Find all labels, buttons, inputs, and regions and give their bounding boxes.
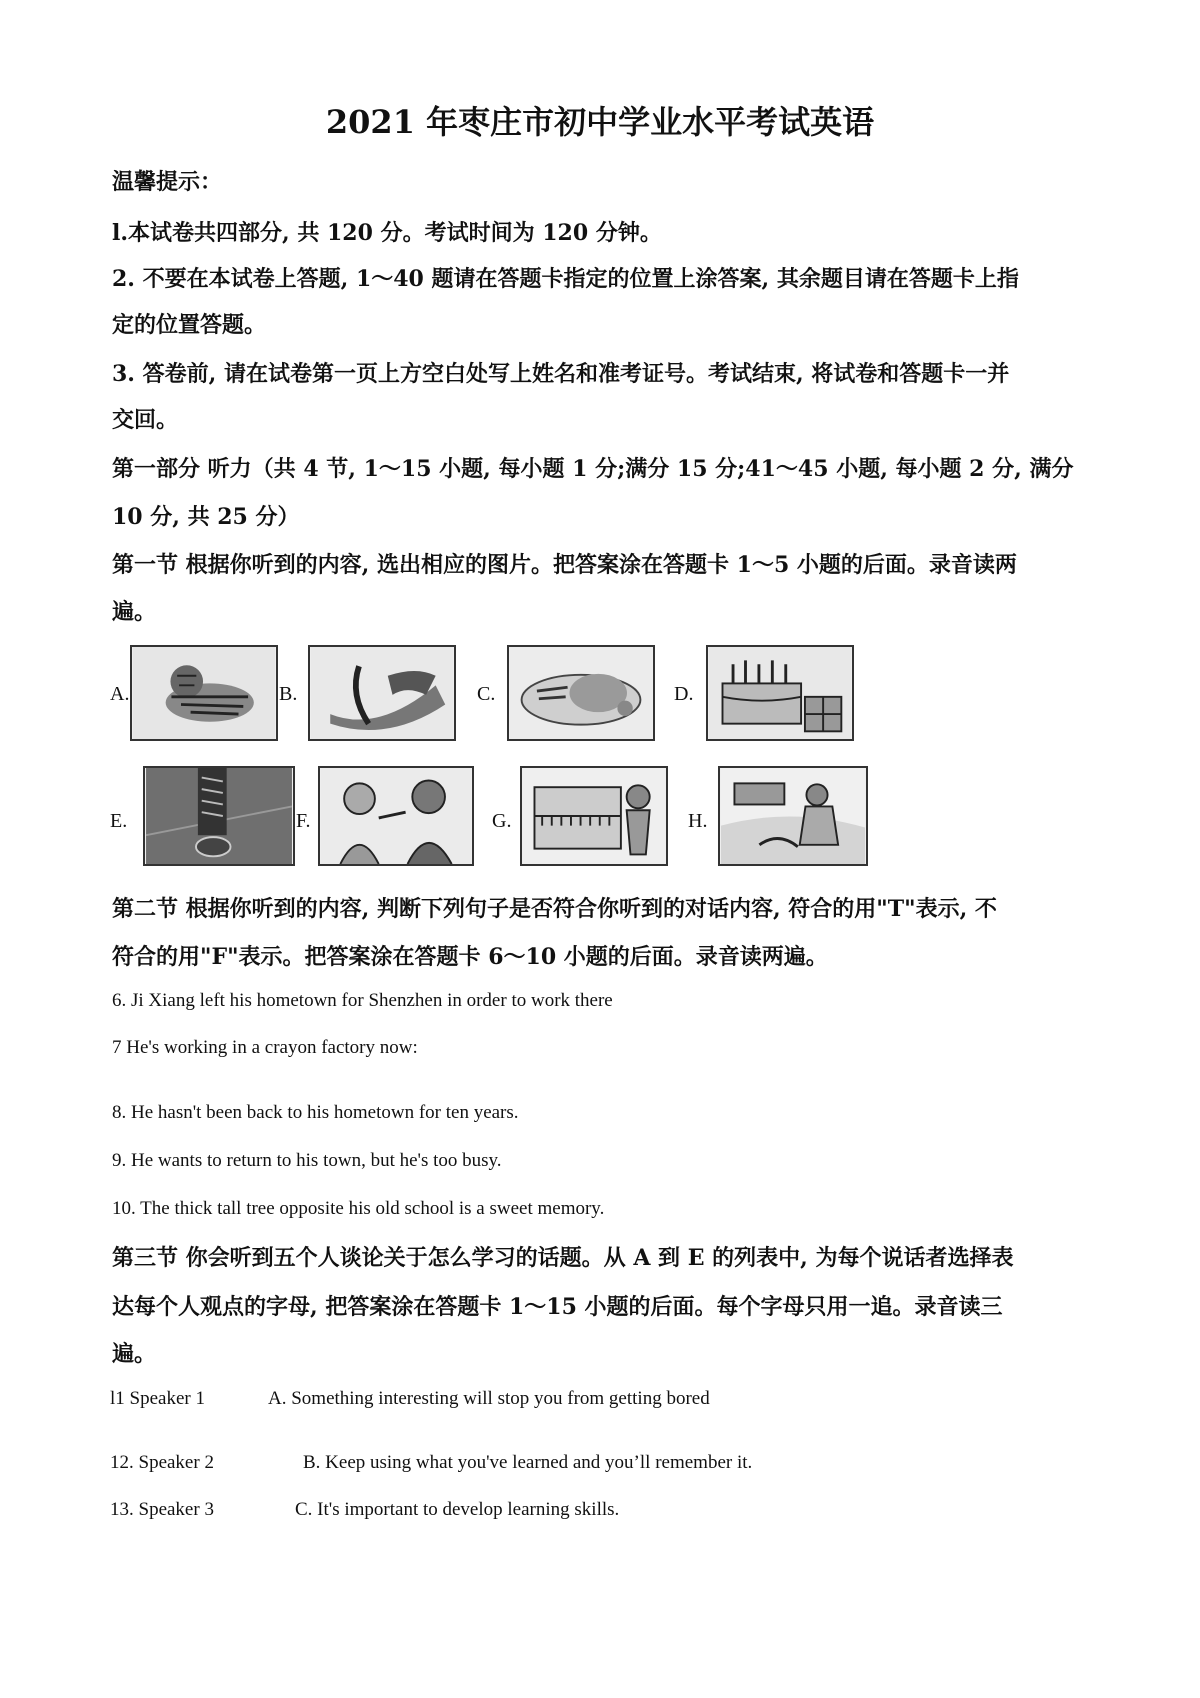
option-d-label: D.: [674, 683, 694, 705]
section1-instruction: 第一节 根据你听到的内容, 选出相应的图片。把答案涂在答题卡 1～5 小题的后面。录音读两: [112, 552, 1017, 578]
speaker-2-number: 12. Speaker 2: [110, 1452, 214, 1473]
section1-instruction-cont: 遍。: [112, 599, 157, 625]
piano-player-picture-icon: [520, 766, 668, 866]
two-men-talking-picture-icon: [318, 766, 474, 866]
option-f-label: F.: [296, 810, 311, 832]
page-title: 2021 年枣庄市初中学业水平考试英语: [325, 103, 875, 141]
speaker-1-option: A. Something interesting will stop you from getting bored: [268, 1388, 710, 1409]
question-9: 9. He wants to return to his town, but he's too busy.: [112, 1150, 502, 1171]
notice-item-1: l.本试卷共四部分, 共 120 分。考试时间为 120 分钟。: [112, 220, 662, 246]
notice-item-2: 2. 不要在本试卷上答题, 1～40 题请在答题卡指定的位置上涂答案, 其余题目请在答题卡上指: [112, 266, 1019, 292]
tiger-picture-icon: [130, 645, 278, 741]
question-7: 7 He's working in a crayon factory now:: [112, 1037, 418, 1058]
notice-item-3-cont: 交回。: [112, 407, 179, 433]
speaker-3-number: 13. Speaker 3: [110, 1499, 214, 1520]
option-b-label: B.: [279, 683, 298, 705]
option-c-label: C.: [477, 683, 496, 705]
option-a-label: A.: [110, 683, 130, 705]
speaker-3-option: C. It's important to develop learning skills.: [295, 1499, 620, 1520]
shoes-picture-icon: [143, 766, 295, 866]
notice-item-3: 3. 答卷前, 请在试卷第一页上方空白处写上姓名和准考证号。考试结束, 将试卷和答题卡一并: [112, 361, 1010, 387]
question-10: 10. The thick tall tree opposite his old school is a sweet memory.: [112, 1198, 605, 1219]
part1-heading: 第一部分 听力（共 4 节, 1～15 小题, 每小题 1 分;满分 15 分;41～45 小题, 每小题 2 分, 满分: [112, 456, 1074, 482]
section3-instruction-cont2: 遍。: [112, 1341, 157, 1367]
option-g-label: G.: [492, 810, 512, 832]
option-e-label: E.: [110, 810, 128, 832]
section3-instruction: 第三节 你会听到五个人谈论关于怎么学习的话题。从 A 到 E 的列表中, 为每个说话者选择表: [112, 1245, 1014, 1271]
question-6: 6. Ji Xiang left his hometown for Shenzhen in order to work there: [112, 990, 613, 1011]
notice-heading: 温馨提示：: [112, 169, 223, 195]
turkey-picture-icon: [507, 645, 655, 741]
part1-heading-cont: 10 分, 共 25 分）: [112, 504, 300, 530]
birthday-cake-picture-icon: [706, 645, 854, 741]
option-h-label: H.: [688, 810, 708, 832]
section3-instruction-cont: 达每个人观点的字母, 把答案涂在答题卡 1～15 小题的后面。每个字母只用一追。录音读三: [112, 1294, 1003, 1320]
section2-instruction: 第二节 根据你听到的内容, 判断下列句子是否符合你听到的对话内容, 符合的用"T"表示, 不: [112, 896, 997, 922]
girl-on-beach-picture-icon: [718, 766, 868, 866]
question-8: 8. He hasn't been back to his hometown for ten years.: [112, 1102, 519, 1123]
section2-instruction-cont: 符合的用"F"表示。把答案涂在答题卡 6～10 小题的后面。录音读两遍。: [112, 944, 828, 970]
speaker-1-number: l1 Speaker 1: [110, 1388, 205, 1409]
banana-picture-icon: [308, 645, 456, 741]
speaker-2-option: B. Keep using what you've learned and you’ll remember it.: [303, 1452, 753, 1473]
notice-item-2-cont: 定的位置答题。: [112, 312, 267, 338]
